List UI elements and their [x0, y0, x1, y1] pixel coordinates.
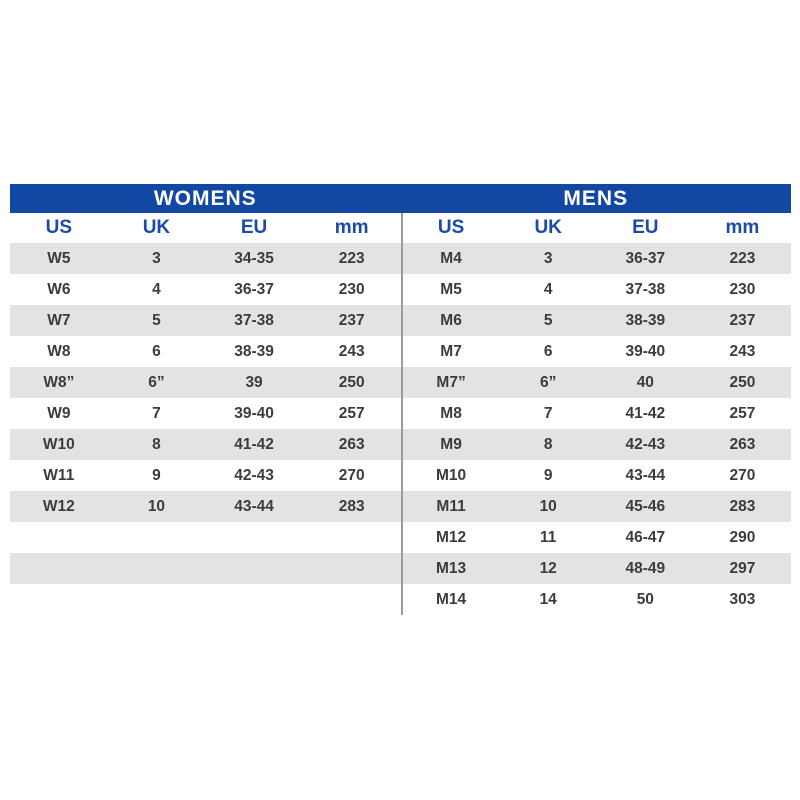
table-cell: W8: [47, 342, 71, 360]
table-cell: M14: [435, 590, 467, 608]
chart-body: [10, 213, 791, 615]
table-cell: 48-49: [625, 559, 666, 577]
table-cell: 12: [539, 559, 557, 577]
table-cell: 4: [152, 280, 161, 298]
table-cell: 39-40: [625, 342, 666, 360]
table-cell: 250: [338, 373, 365, 391]
table-cell: 6”: [148, 373, 165, 391]
mens-banner-title: MENS: [563, 186, 629, 210]
table-cell: 40: [636, 373, 654, 391]
column-header-UK: UK: [142, 217, 171, 238]
table-cell: M10: [435, 466, 467, 484]
shoe-size-chart: [10, 184, 791, 615]
table-cell: 250: [729, 373, 756, 391]
table-cell: W6: [47, 280, 71, 298]
table-cell: M7”: [436, 373, 466, 391]
table-cell: 7: [543, 404, 553, 422]
table-cell: 257: [729, 404, 756, 422]
column-header-US: US: [437, 217, 465, 238]
table-cell: W7: [47, 311, 71, 329]
table-cell: M13: [435, 559, 467, 577]
table-row: [403, 429, 792, 460]
table-cell: 37-38: [234, 311, 274, 329]
table-cell: W5: [47, 249, 71, 267]
table-cell: M11: [436, 497, 466, 515]
table-row: [10, 305, 401, 336]
table-cell: W11: [43, 466, 75, 484]
table-cell: M9: [440, 435, 462, 453]
table-cell: 243: [729, 342, 756, 360]
table-cell: 41-42: [234, 435, 274, 453]
table-row: [403, 522, 792, 553]
table-row: [10, 584, 401, 615]
table-cell: 263: [338, 435, 365, 453]
table-cell: 9: [152, 466, 161, 484]
table-cell: 39: [245, 373, 263, 391]
table-cell: 8: [152, 435, 161, 453]
womens-table: [10, 213, 401, 615]
table-cell: 14: [539, 590, 557, 608]
table-cell: 11: [539, 528, 557, 546]
table-cell: 5: [543, 311, 553, 329]
table-cell: 230: [338, 280, 365, 298]
table-row: [10, 522, 401, 553]
table-cell: 290: [729, 528, 756, 546]
table-row: [403, 553, 792, 584]
table-cell: W12: [42, 497, 75, 515]
table-row: [10, 398, 401, 429]
table-cell: 50: [636, 590, 654, 608]
table-row: [10, 491, 401, 522]
table-cell: 42-43: [234, 466, 274, 484]
table-row: [403, 460, 792, 491]
table-cell: 10: [147, 497, 166, 515]
column-header-EU: EU: [240, 217, 268, 238]
table-row: [403, 336, 792, 367]
table-cell: 283: [338, 497, 365, 515]
table-row: [10, 429, 401, 460]
table-cell: 4: [543, 280, 553, 298]
table-cell: 10: [539, 497, 557, 515]
table-cell: W10: [42, 435, 75, 453]
table-cell: 46-47: [625, 528, 666, 546]
table-row: [403, 491, 792, 522]
table-cell: W9: [47, 404, 71, 422]
column-header-UK: UK: [534, 217, 562, 238]
table-cell: 237: [729, 311, 756, 329]
table-row: [403, 584, 792, 615]
table-row: [403, 367, 792, 398]
table-cell: 270: [338, 466, 365, 484]
table-cell: 303: [729, 590, 756, 608]
table-cell: 283: [729, 497, 756, 515]
table-row: [10, 336, 401, 367]
table-row: [10, 553, 401, 584]
table-cell: 6”: [540, 373, 557, 391]
table-cell: 45-46: [625, 497, 666, 515]
table-row: [403, 243, 792, 274]
table-cell: 263: [729, 435, 756, 453]
table-cell: 6: [543, 342, 553, 360]
table-cell: 38-39: [625, 311, 666, 329]
table-cell: 6: [152, 342, 161, 360]
table-cell: 270: [729, 466, 756, 484]
column-header-US: US: [45, 217, 73, 238]
table-cell: 9: [543, 466, 553, 484]
chart-banner: [10, 184, 791, 213]
mens-table: [401, 213, 792, 615]
table-cell: M5: [440, 280, 462, 298]
table-cell: 5: [152, 311, 161, 329]
table-cell: 36-37: [625, 249, 666, 267]
table-cell: W8”: [43, 373, 75, 391]
table-cell: M6: [440, 311, 462, 329]
table-cell: 223: [729, 249, 756, 267]
table-cell: 43-44: [625, 466, 666, 484]
table-row: [10, 460, 401, 491]
table-cell: 38-39: [234, 342, 274, 360]
column-header-row: [403, 213, 792, 243]
table-row: [403, 274, 792, 305]
table-row: [10, 367, 401, 398]
table-row: [10, 243, 401, 274]
column-header-mm: mm: [334, 217, 369, 238]
table-cell: 3: [543, 249, 553, 267]
table-cell: 223: [338, 249, 365, 267]
column-header-row: [10, 213, 401, 243]
table-cell: 37-38: [625, 280, 666, 298]
table-cell: 36-37: [234, 280, 274, 298]
table-row: [403, 305, 792, 336]
table-cell: 34-35: [234, 249, 274, 267]
table-cell: M4: [440, 249, 462, 267]
table-cell: 230: [729, 280, 756, 298]
table-cell: 7: [152, 404, 161, 422]
column-header-EU: EU: [632, 217, 659, 238]
table-cell: 43-44: [234, 497, 274, 515]
table-cell: M8: [440, 404, 462, 422]
table-cell: 8: [543, 435, 553, 453]
table-cell: 39-40: [234, 404, 274, 422]
table-cell: 41-42: [625, 404, 666, 422]
table-cell: 42-43: [625, 435, 666, 453]
table-row: [403, 398, 792, 429]
table-cell: 297: [729, 559, 756, 577]
table-cell: 237: [338, 311, 365, 329]
table-rows: [10, 243, 401, 615]
table-rows: [403, 243, 792, 615]
womens-banner-title: WOMENS: [153, 186, 257, 210]
table-cell: 257: [338, 404, 365, 422]
column-header-mm: mm: [725, 217, 760, 238]
table-row: [10, 274, 401, 305]
table-cell: M7: [440, 342, 462, 360]
table-cell: 3: [152, 249, 161, 267]
table-cell: 243: [338, 342, 365, 360]
table-cell: M12: [435, 528, 467, 546]
